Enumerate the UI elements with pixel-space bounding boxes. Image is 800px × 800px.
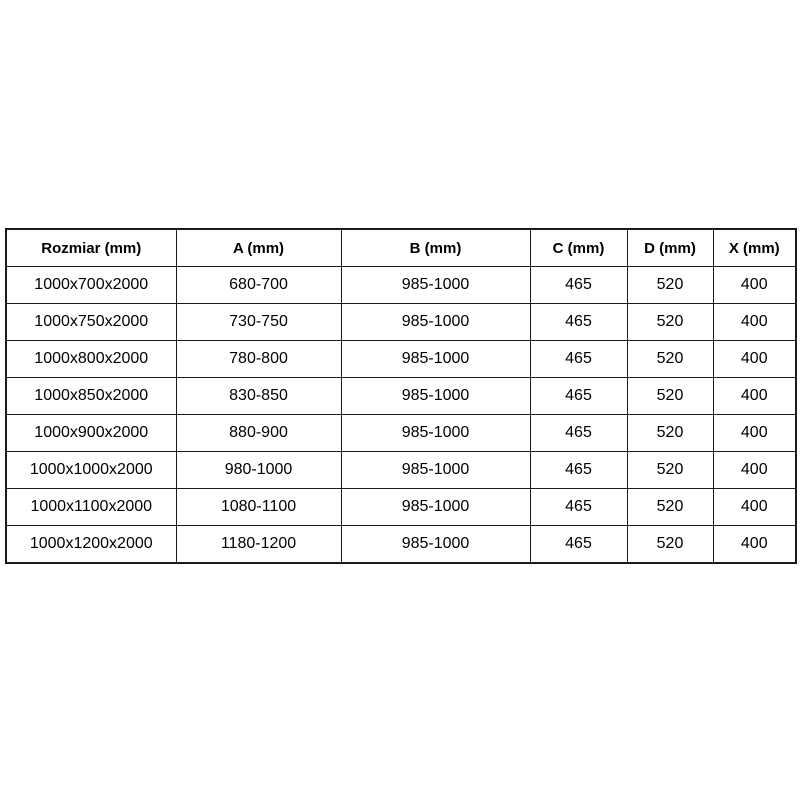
column-header: B (mm): [341, 229, 530, 267]
table-cell: 985-1000: [341, 341, 530, 378]
table-cell: 520: [627, 415, 713, 452]
table-cell: 985-1000: [341, 378, 530, 415]
table-cell: 465: [530, 415, 627, 452]
table-cell: 520: [627, 267, 713, 304]
table-cell: 465: [530, 304, 627, 341]
dimension-table: [5, 228, 797, 564]
table-cell: 780-800: [176, 341, 341, 378]
table-row: [6, 526, 796, 564]
table-row: [6, 452, 796, 489]
table-cell: 1000x900x2000: [6, 415, 176, 452]
table-cell: 1000x1100x2000: [6, 489, 176, 526]
dimension-table-container: [5, 228, 795, 564]
table-cell: 1000x700x2000: [6, 267, 176, 304]
table-row: [6, 378, 796, 415]
table-cell: 400: [713, 452, 796, 489]
table-cell: 400: [713, 526, 796, 564]
table-cell: 1000x800x2000: [6, 341, 176, 378]
table-cell: 520: [627, 452, 713, 489]
table-cell: 465: [530, 341, 627, 378]
table-cell: 985-1000: [341, 526, 530, 564]
table-body: [6, 267, 796, 564]
table-row: [6, 341, 796, 378]
table-cell: 400: [713, 489, 796, 526]
table-cell: 465: [530, 452, 627, 489]
column-header: D (mm): [627, 229, 713, 267]
table-row: [6, 489, 796, 526]
table-row: [6, 267, 796, 304]
table-cell: 520: [627, 489, 713, 526]
table-cell: 1080-1100: [176, 489, 341, 526]
table-cell: 1000x1000x2000: [6, 452, 176, 489]
header-row: [6, 229, 796, 267]
table-cell: 985-1000: [341, 304, 530, 341]
column-header: A (mm): [176, 229, 341, 267]
column-header: Rozmiar (mm): [6, 229, 176, 267]
table-cell: 985-1000: [341, 415, 530, 452]
table-cell: 1000x1200x2000: [6, 526, 176, 564]
table-cell: 520: [627, 341, 713, 378]
table-cell: 680-700: [176, 267, 341, 304]
table-cell: 985-1000: [341, 489, 530, 526]
table-cell: 400: [713, 415, 796, 452]
table-cell: 520: [627, 526, 713, 564]
table-cell: 400: [713, 267, 796, 304]
table-cell: 400: [713, 341, 796, 378]
table-cell: 1180-1200: [176, 526, 341, 564]
column-header: X (mm): [713, 229, 796, 267]
table-cell: 465: [530, 267, 627, 304]
table-cell: 1000x750x2000: [6, 304, 176, 341]
table-cell: 730-750: [176, 304, 341, 341]
table-cell: 520: [627, 304, 713, 341]
table-cell: 465: [530, 526, 627, 564]
table-cell: 400: [713, 304, 796, 341]
column-header: C (mm): [530, 229, 627, 267]
table-cell: 400: [713, 378, 796, 415]
table-row: [6, 304, 796, 341]
table-cell: 980-1000: [176, 452, 341, 489]
table-cell: 830-850: [176, 378, 341, 415]
table-cell: 1000x850x2000: [6, 378, 176, 415]
table-cell: 985-1000: [341, 267, 530, 304]
table-cell: 880-900: [176, 415, 341, 452]
table-row: [6, 415, 796, 452]
table-cell: 465: [530, 489, 627, 526]
table-cell: 520: [627, 378, 713, 415]
table-cell: 985-1000: [341, 452, 530, 489]
table-cell: 465: [530, 378, 627, 415]
